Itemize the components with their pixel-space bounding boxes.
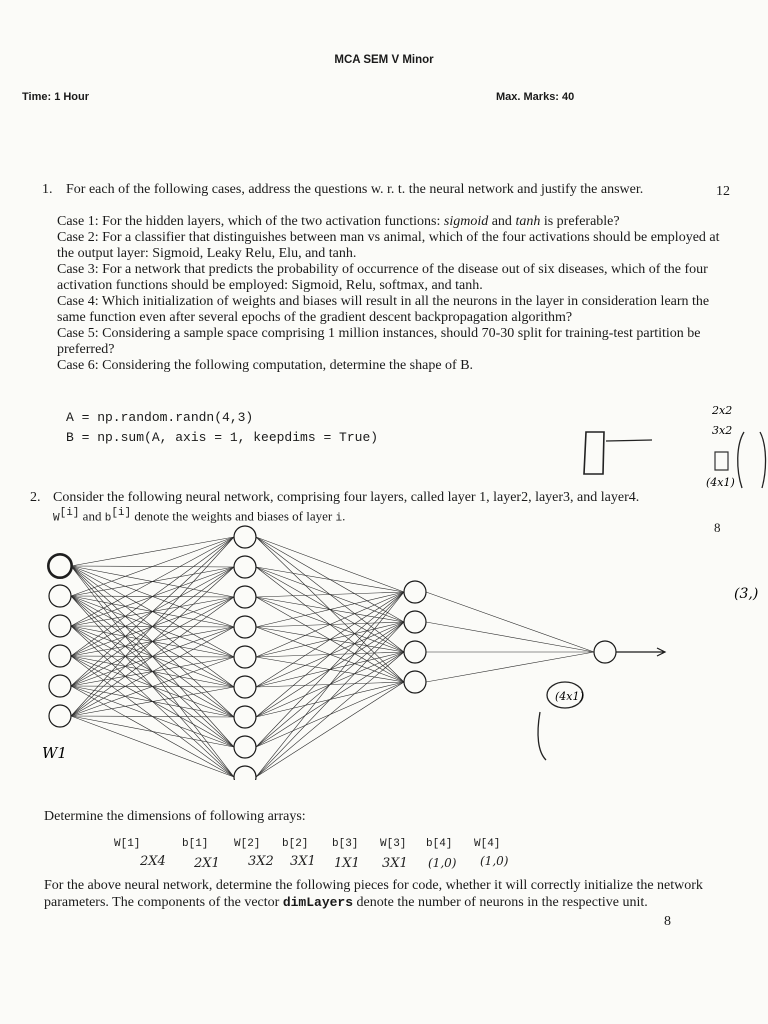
neuron-layer-3 [404,671,426,693]
neural-network-diagram [30,520,730,780]
neuron-layer-3 [404,611,426,633]
array-label: b[1] [182,838,209,850]
neuron-layer-4 [594,641,616,663]
connection-line [71,716,234,747]
handwritten-answer: 3X1 [290,854,316,869]
case-3: Case 3: For a network that predicts the probability of occurrence of the disease out of six diseases, which of the four activation functions should be employed: Sigmoid, Relu, softmax, and tanh. [57,262,708,293]
exam-duration: Time: 1 Hour [22,91,90,103]
handwritten-box [584,432,604,474]
connection-line [256,652,404,777]
question-1-number: 1. [42,182,53,197]
connection-line [426,652,594,682]
neuron-layer-1 [49,675,71,697]
handwritten-answer: 2X1 [194,856,220,871]
handwritten-answer: 3X1 [382,856,408,871]
handwritten-answer: (1,0) [480,854,509,868]
handwritten-bracket [738,432,744,488]
margin-note: (3,) [734,586,759,602]
neuron-layer-1 [49,555,71,577]
connection-line [256,537,404,592]
margin-note: W1 [42,744,67,762]
handwritten-bracket [760,432,766,488]
neuron-layer-2 [234,556,256,578]
neuron-layer-2 [234,526,256,548]
connection-line [256,592,404,777]
question-1-marks: 12 [716,184,730,199]
connection-line [426,622,594,652]
network-connections [71,537,594,777]
case-1: Case 1: For the hidden layers, which of the two activation functions: sigmoid and tanh is preferable? [57,214,620,229]
neuron-layer-2 [234,736,256,758]
handwritten-answer: 2X4 [140,854,166,869]
neuron-layer-2 [234,676,256,698]
neuron-layer-1 [49,615,71,637]
neuron-layer-2 [234,616,256,638]
connection-line [71,716,234,777]
neuron-layer-2 [234,766,256,780]
case-6: Case 6: Considering the following computation, determine the shape of B. [57,358,474,373]
handwritten-line [606,440,652,441]
code-line: B = np.sum(A, axis = 1, keepdims = True) [66,430,379,445]
neuron-layer-3 [404,641,426,663]
handwritten-answer: (1,0) [428,856,457,870]
neuron-layer-2 [234,646,256,668]
network-neurons [49,526,665,780]
question-2-text: Consider the following neural network, comprising four layers, called layer 1, layer2, layer3, and layer4. [53,490,640,505]
connection-line [71,537,234,686]
neuron-layer-2 [234,706,256,728]
margin-note: (4x1) [555,690,584,703]
margin-note: 3x2 [712,424,733,437]
margin-note: 2x2 [712,404,733,417]
array-label: W[4] [474,838,501,850]
connection-line [71,537,234,596]
connection-line [71,537,234,566]
connection-line [256,682,404,777]
array-label: b[3] [332,838,359,850]
connection-line [256,622,404,777]
connection-line [71,597,234,716]
array-label: b[2] [282,838,309,850]
exam-max-marks: Max. Marks: 40 [496,91,575,103]
array-label: b[4] [426,838,453,850]
neuron-layer-1 [49,645,71,667]
neuron-layer-3 [404,581,426,603]
connection-line [256,592,404,597]
handwritten-answer: 1X1 [334,856,360,871]
array-label: W[3] [380,838,407,850]
question-2-paragraph: For the above neural network, determine the following pieces for code, whether it will correctly initialize the network parameters. The components of the vector dimLayers denote the number of neurons in the respective unit. [44,878,703,910]
case-5: Case 5: Considering a sample space comprising 1 million instances, should 70-30 split for training-test partition be preferred? [57,326,701,357]
connection-line [426,592,594,652]
connection-line [71,537,234,716]
question-2-notation: W[i] and b[i] denote the weights and biases of layer i. [53,507,346,525]
question-2-part-marks: 8 [664,914,671,929]
question-2-marks: 8 [714,520,721,535]
code-line: A = np.random.randn(4,3) [66,410,254,425]
connection-line [71,537,234,626]
connection-line [256,592,404,657]
handwritten-box [715,452,728,470]
array-label: W[2] [234,838,261,850]
output-arrow [616,648,665,656]
neuron-layer-1 [49,705,71,727]
case-2: Case 2: For a classifier that distinguishes between man vs animal, which of the four activations should be employed at the output layer: Sigmoid, Leaky Relu, Elu, and tanh. [57,230,720,261]
connection-line [71,537,234,656]
connection-line [71,687,234,716]
margin-note: (4x1) [706,476,735,489]
connection-line [256,592,404,717]
neuron-layer-2 [234,586,256,608]
array-label: W[1] [114,838,141,850]
connection-line [71,657,234,716]
connection-line [71,627,234,716]
dimensions-heading: Determine the dimensions of following arrays: [44,809,306,824]
case-4: Case 4: Which initialization of weights and biases will result in all the neurons in the layer in consideration learn the same function even after several epochs of the gradient descent backpropagation algorithm? [57,294,710,325]
handwritten-answer: 3X2 [248,854,274,869]
connection-line [71,567,234,716]
question-2-number: 2. [30,490,41,505]
neuron-layer-1 [49,585,71,607]
question-1-text: For each of the following cases, address the questions w. r. t. the neural network and justify the answer. [66,182,644,197]
exam-title: MCA SEM V Minor [334,54,434,66]
